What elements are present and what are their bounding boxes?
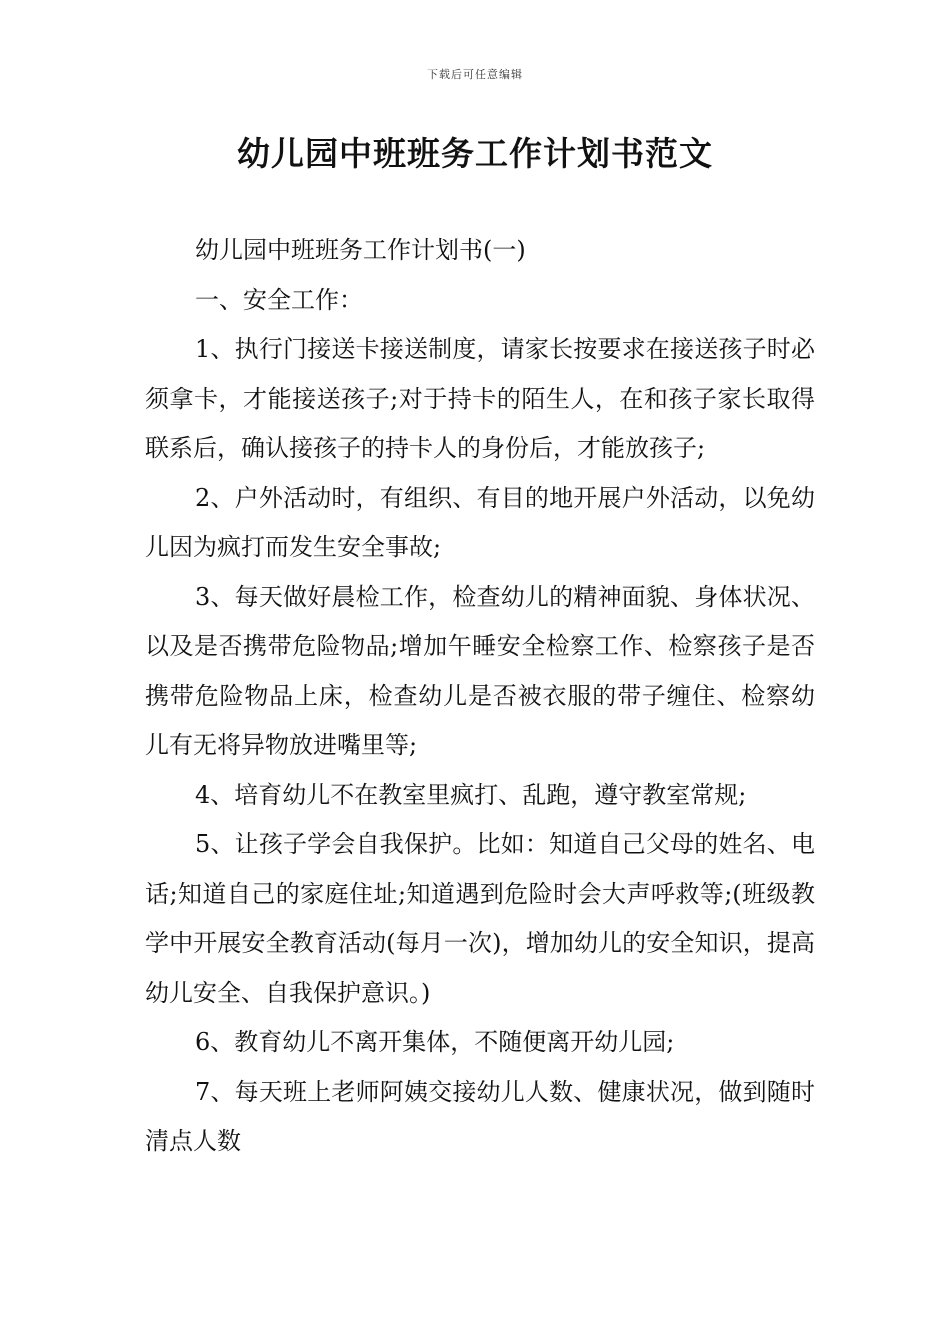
- document-title: 幼儿园中班班务工作计划书范文: [237, 134, 713, 173]
- paragraph-section-heading: 一、安全工作：: [195, 285, 363, 314]
- paragraph-item-1: 1、执行门接送卡接送制度，请家长按要求在接送孩子时必须拿卡，才能接送孩子;对于持卡的陌生人，在和孩子家长取得联系后，确认接孩子的持卡人的身份后，才能放孩子;: [145, 335, 815, 462]
- paragraph-subtitle: 幼儿园中班班务工作计划书(一): [195, 236, 526, 264]
- paragraph-item-2: 2、户外活动时，有组织、有目的地开展户外活动，以免幼儿因为疯打而发生安全事故;: [145, 483, 815, 561]
- document-body: [145, 226, 815, 1167]
- paragraph-item-5: 5、让孩子学会自我保护。比如：知道自己父母的姓名、电话;知道自己的家庭住址;知道遇到危险时会大声呼救等;(班级教学中开展安全教育活动(每月一次)，增加幼儿的安全知识，提高幼儿安全、自我保护意识。): [145, 830, 815, 1007]
- paragraph-item-7: 7、每天班上老师阿姨交接幼儿人数、健康状况，做到随时清点人数: [145, 1077, 815, 1155]
- header-note: 下载后可任意编辑: [427, 68, 523, 81]
- paragraph-item-6: 6、教育幼儿不离开集体，不随便离开幼儿园;: [195, 1028, 675, 1056]
- paragraph-item-4: 4、培育幼儿不在教室里疯打、乱跑，遵守教室常规;: [195, 780, 747, 809]
- paragraph-item-3: 3、每天做好晨检工作，检查幼儿的精神面貌、身体状况、以及是否携带危险物品;增加午睡安全检察工作、检察孩子是否携带危险物品上床，检查幼儿是否被衣服的带子缠住、检察幼儿有无将异物放进嘴里等;: [145, 582, 815, 759]
